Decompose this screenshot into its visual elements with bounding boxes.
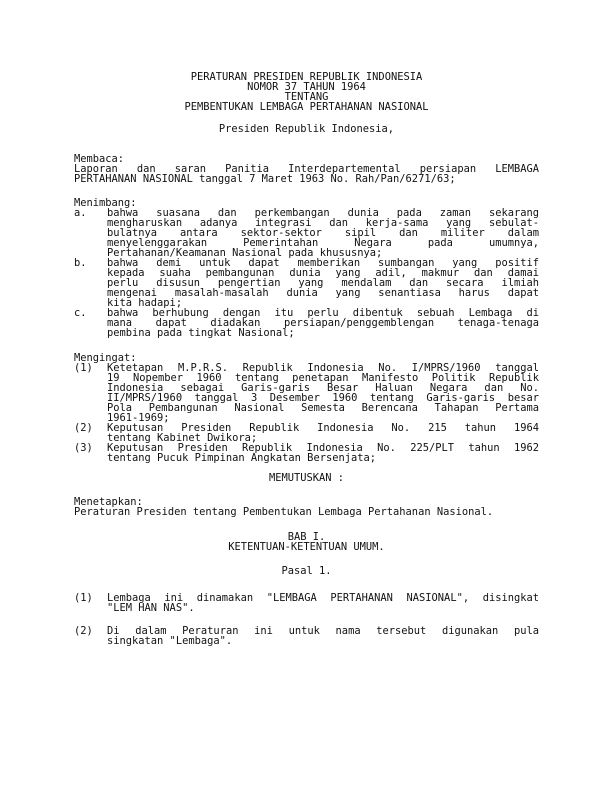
list-item	[74, 258, 539, 308]
document-title	[74, 72, 539, 112]
text-line: Pertahanan/Keamanan Nasional pada khususnya;	[107, 247, 383, 259]
text-line: Peraturan Presiden tentang Pembentukan Lembaga Pertahanan Nasional.	[74, 506, 494, 518]
text-line: Di dalam Peraturan ini untuk nama tersebut digunakan pula	[107, 625, 539, 637]
text-line: PERTAHANAN NASIONAL tanggal 7 Maret 1963 No. Rah/Pan/6271/63;	[74, 173, 456, 185]
menimbang-section	[74, 198, 539, 338]
text-line: 1961-1969;	[107, 412, 170, 424]
list-item	[74, 208, 539, 258]
text-line: mengharuskan adanya integrasi dan kerja-sama yang sebulat-	[107, 217, 539, 229]
item-label: a.	[74, 207, 87, 219]
list-item	[74, 423, 539, 443]
text-line: Pola Pembangunan Nasional Semesta Berencana Tahapan Pertama	[107, 402, 539, 414]
title-line: NOMOR 37 TAHUN 1964	[247, 81, 366, 93]
text-line: kepada suaha pembangunan dunia yang adil, makmur dan damai	[107, 267, 539, 279]
list-item	[74, 363, 539, 423]
list-item	[74, 308, 539, 338]
item-label: (2)	[74, 625, 93, 637]
text-line: Laporan dan saran Panitia Interdepartemental persiapan LEMBAGA	[74, 163, 539, 175]
article-item	[74, 593, 539, 613]
section-heading: Menimbang:	[74, 197, 137, 209]
text-line: mengenai masalah-masalah dunia yang senantiasa harus dapat	[107, 287, 539, 299]
text-line: Keputusan Presiden Republik Indonesia No. 215 tahun 1964	[107, 422, 539, 434]
text-line: bulatnya antara sektor-sektor sipil dan militer dalam	[107, 227, 539, 239]
article-title: Pasal 1.	[281, 565, 332, 577]
text-line: pembina pada tingkat Nasional;	[107, 327, 295, 339]
text-line: II/MPRS/1960 tanggal 3 Desember 1960 tentang Garis-garis besar	[107, 392, 539, 404]
item-label: b.	[74, 257, 87, 269]
article-item	[74, 626, 539, 646]
text-line: mana dapat diadakan persiapan/penggemblengan tenaga-tenaga	[107, 317, 539, 329]
text-line: tentang Kabinet Dwikora;	[107, 432, 258, 444]
text-line: kita hadapi;	[107, 297, 183, 309]
title-line: PEMBENTUKAN LEMBAGA PERTAHANAN NASIONAL	[184, 101, 429, 113]
item-label: (1)	[74, 592, 93, 604]
text-line: 19 Nopember 1960 tentang penetapan Manifesto Politik Republik	[107, 372, 539, 384]
text-line: Ketetapan M.P.R.S. Republik Indonesia No. I/MPRS/1960 tanggal	[107, 362, 539, 374]
section-heading: Membaca:	[74, 153, 125, 165]
president-line: Presiden Republik Indonesia,	[218, 123, 395, 135]
text-line: Indonesia sebagai Garis-garis Besar Haluan Negara dan No.	[107, 382, 539, 394]
list-item	[74, 443, 539, 463]
item-label: (2)	[74, 422, 93, 434]
text-line: Keputusan Presiden Republik Indonesia No. 225/PLT tahun 1962	[107, 442, 539, 454]
chapter-subtitle: KETENTUAN-KETENTUAN UMUM.	[228, 541, 385, 553]
text-line: tentang Pucuk Pimpinan Angkatan Bersenjata;	[107, 452, 376, 464]
text-line: bahwa berhubung dengan itu perlu dibentuk sebuah Lembaga di	[107, 307, 539, 319]
text-line: menyelenggarakan Pemerintahan Negara pada umumnya,	[107, 237, 539, 249]
chapter-heading	[74, 532, 539, 552]
title-line: TENTANG	[284, 91, 329, 103]
menetapkan-section	[74, 497, 539, 517]
section-heading: Menetapkan:	[74, 496, 143, 508]
title-line: PERATURAN PRESIDEN REPUBLIK INDONESIA	[190, 71, 423, 83]
section-heading: Mengingat:	[74, 352, 137, 364]
text-line: singkatan "Lembaga".	[107, 635, 233, 647]
item-label: (3)	[74, 442, 93, 454]
chapter-title: BAB I.	[287, 531, 326, 543]
item-label: (1)	[74, 362, 93, 374]
text-line: Lembaga ini dinamakan "LEMBAGA PERTAHANAN NASIONAL", disingkat	[107, 592, 539, 604]
text-line: bahwa demi untuk dapat memberikan sumbangan yang positif	[107, 257, 539, 269]
item-label: c.	[74, 307, 87, 319]
mengingat-section	[74, 353, 539, 463]
text-line: perlu disusun pengertian yang mendalam dan secara ilmiah	[107, 277, 539, 289]
membaca-section	[74, 154, 539, 184]
memutuskan-heading: MEMUTUSKAN :	[268, 472, 345, 484]
text-line: bahwa suasana dan perkembangan dunia pada zaman sekarang	[107, 207, 539, 219]
text-line: "LEM HAN NAS".	[107, 602, 195, 614]
